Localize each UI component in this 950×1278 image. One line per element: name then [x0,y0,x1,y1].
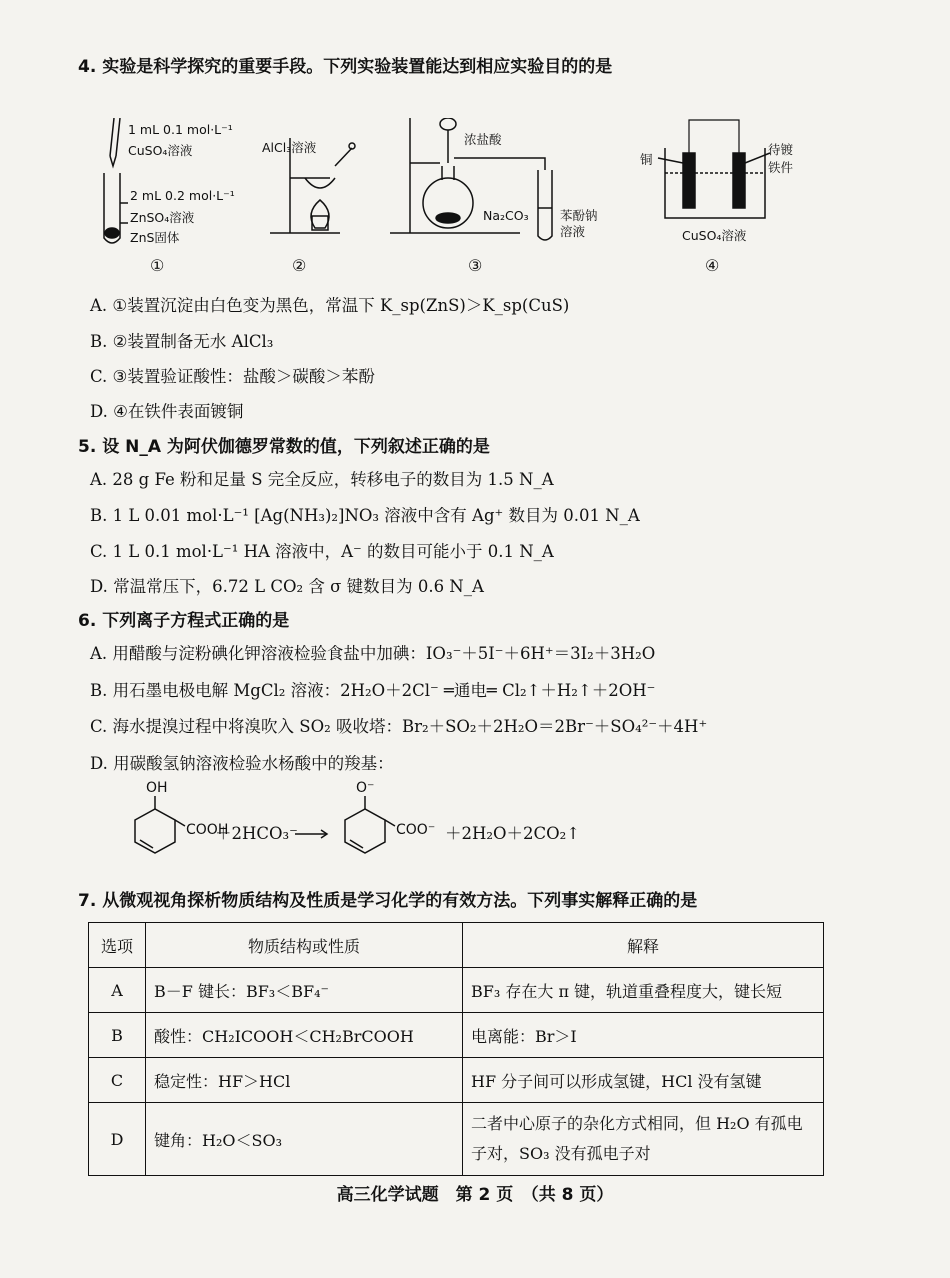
row-a-property: B－F 键长：BF₃＜BF₄⁻ [146,968,463,1013]
fig2-label: AlCl₃溶液 [262,140,317,155]
fig1-test-tube [104,118,128,243]
fig4-label-3: 铁件 [768,160,794,175]
eq-products: ＋2H₂O＋2CO₂↑ [445,824,581,843]
fig3-label-1: 浓盐酸 [464,132,502,147]
table-row [89,1013,824,1058]
eq-o-minus: O⁻ [356,780,375,796]
fig1-number: ① [150,256,165,275]
q7-table-header [89,923,824,968]
row-c-property: 稳定性：HF＞HCl [146,1058,463,1103]
q4-stem: 4. 实验是科学探究的重要手段。下列实验装置能达到相应实验目的的是 [78,57,613,77]
fig3-number: ③ [468,256,483,275]
fig1-label-1: 1 mL 0.1 mol·L⁻¹ [128,122,233,137]
fig2-number: ② [292,256,307,275]
q5-stem: 5. 设 N_A 为阿伏伽德罗常数的值，下列叙述正确的是 [78,437,490,457]
q4-option-a: A. ①装置沉淀由白色变为黑色，常温下 K_sp(ZnS)＞K_sp(CuS) [90,296,570,315]
table-row [89,968,824,1013]
eq-oh: OH [146,780,168,796]
q7-table [88,922,824,1176]
fig4-plating-cell [658,120,770,218]
row-b-option: B [89,1013,146,1058]
header-option: 选项 [89,923,146,968]
q5-option-d: D. 常温常压下，6.72 L CO₂ 含 σ 键数目为 0.6 N_A [90,577,484,596]
row-b-property: 酸性：CH₂ICOOH＜CH₂BrCOOH [146,1013,463,1058]
q6-option-c: C. 海水提溴过程中将溴吹入 SO₂ 吸收塔：Br₂＋SO₂＋2H₂O＝2Br⁻＋SO₄²⁻＋4H⁺ [90,717,708,736]
row-a-option: A [89,968,146,1013]
q4-option-b: B. ②装置制备无水 AlCl₃ [90,332,274,351]
fig4-number: ④ [705,256,720,275]
q5-option-a: A. 28 g Fe 粉和足量 S 完全反应，转移电子的数目为 1.5 N_A [90,470,554,489]
fig1-label-4: ZnSO₄溶液 [130,210,195,225]
row-c-option: C [89,1058,146,1103]
q6-option-b: B. 用石墨电极电解 MgCl₂ 溶液：2H₂O＋2Cl⁻ ═通电═ Cl₂↑＋H₂↑＋2OH⁻ [90,681,656,700]
row-d-property: 键角：H₂O＜SO₃ [146,1103,463,1176]
table-row [89,1058,824,1103]
header-explanation: 解释 [463,923,824,968]
fig4-label-4: CuSO₄溶液 [682,228,747,243]
table-row [89,1103,824,1176]
fig1-label-5: ZnS固体 [130,230,180,245]
header-property: 物质结构或性质 [146,923,463,968]
row-d-explanation: 二者中心原子的杂化方式相同，但 H₂O 有孤电子对，SO₃ 没有孤电子对 [463,1103,824,1176]
fig1-label-3: 2 mL 0.2 mol·L⁻¹ [130,188,235,203]
eq-plus-hco3: ＋2HCO₃⁻ [215,824,298,843]
fig3-label-3: 苯酚钠 [560,208,598,223]
row-a-explanation: BF₃ 存在大 π 键，轨道重叠程度大，键长短 [463,968,824,1013]
fig4-label-1: 铜 [640,152,653,167]
q4-option-d: D. ④在铁件表面镀铜 [90,402,244,421]
eq-cooh: COOH [186,822,229,838]
fig3-label-4: 溶液 [560,224,586,239]
q4-option-c: C. ③装置验证酸性：盐酸＞碳酸＞苯酚 [90,367,375,386]
fig3-label-2: Na₂CO₃ [483,208,529,223]
q6-option-a: A. 用醋酸与淀粉碘化钾溶液检验食盐中加碘：IO₃⁻＋5I⁻＋6H⁺＝3I₂＋3H₂O [90,644,656,663]
q6-stem: 6. 下列离子方程式正确的是 [78,611,290,631]
row-c-explanation: HF 分子间可以形成氢键，HCl 没有氢键 [463,1058,824,1103]
q7-stem: 7. 从微观视角探析物质结构及性质是学习化学的有效方法。下列事实解释正确的是 [78,891,698,911]
fig4-label-2: 待镀 [768,142,794,157]
eq-coo: COO⁻ [396,822,436,838]
q6-option-d: D. 用碳酸氢钠溶液检验水杨酸中的羧基： [90,754,394,773]
page-footer: 高三化学试题 第 2 页 （共 8 页） [336,1185,614,1205]
fig1-label-2: CuSO₄溶液 [128,143,193,158]
q5-option-c: C. 1 L 0.1 mol·L⁻¹ HA 溶液中，A⁻ 的数目可能小于 0.1 N_A [90,542,554,561]
q5-option-b: B. 1 L 0.01 mol·L⁻¹ [Ag(NH₃)₂]NO₃ 溶液中含有 Ag⁺ 数目为 0.01 N_A [90,506,640,525]
row-d-option: D [89,1103,146,1176]
row-b-explanation: 电离能：Br＞I [463,1013,824,1058]
